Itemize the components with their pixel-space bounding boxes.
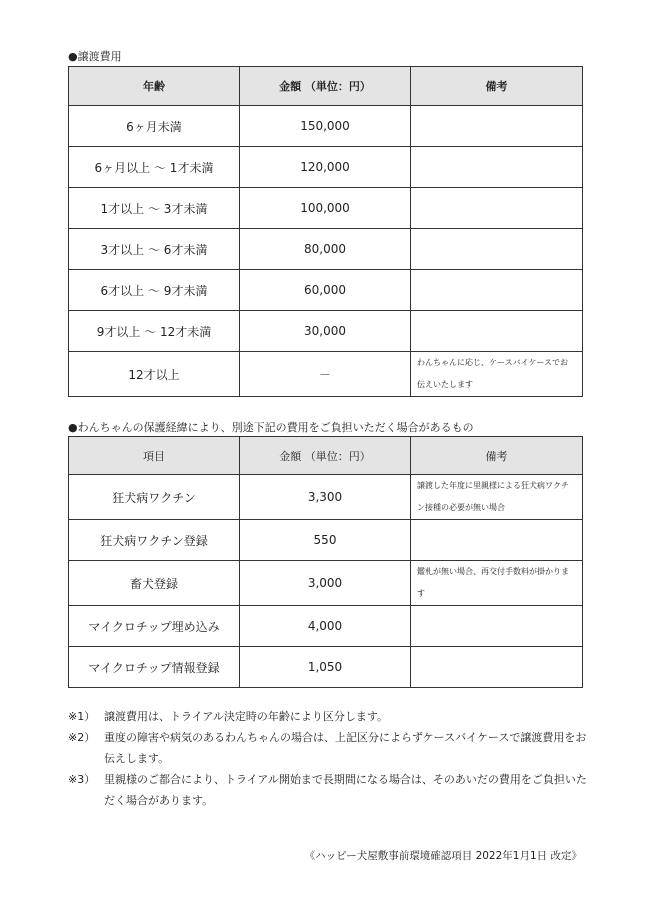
header-amount: 金額 （単位：円） bbox=[240, 437, 411, 475]
table-row bbox=[69, 311, 583, 352]
age-cell: 6ヶ月以上 ～ 1才未満 bbox=[69, 147, 240, 188]
age-cell: 6才以上 ～ 9才未満 bbox=[69, 270, 240, 311]
table-row bbox=[69, 147, 583, 188]
remarks-cell: 鑑札が無い場合、再交付手数料が掛かります bbox=[411, 561, 583, 606]
header-age: 年齢 bbox=[69, 67, 240, 106]
footnote-text: 里親様のご都合により、トライアル開始まで長期間になる場合は、そのあいだの費用をご負担いただく場合があります。 bbox=[104, 773, 587, 807]
amount-cell: 120,000 bbox=[240, 147, 411, 188]
remarks-cell bbox=[411, 188, 583, 229]
age-cell: 1才以上 ～ 3才未満 bbox=[69, 188, 240, 229]
age-cell: 3才以上 ～ 6才未満 bbox=[69, 229, 240, 270]
remarks-cell bbox=[411, 106, 583, 147]
table-row bbox=[69, 561, 583, 606]
item-cell: 狂犬病ワクチン登録 bbox=[69, 520, 240, 561]
table-row bbox=[69, 229, 583, 270]
footnote-mark: ※1） bbox=[68, 710, 96, 723]
amount-cell: 60,000 bbox=[240, 270, 411, 311]
table-header-row bbox=[69, 67, 583, 106]
header-remarks: 備考 bbox=[411, 67, 583, 106]
remarks-cell bbox=[411, 311, 583, 352]
table-row bbox=[69, 520, 583, 561]
remarks-cell bbox=[411, 647, 583, 688]
remarks-cell bbox=[411, 147, 583, 188]
age-cell: 6ヶ月未満 bbox=[69, 106, 240, 147]
footnote-mark: ※2） bbox=[68, 731, 96, 744]
document-revision-footer: 《ハッピー犬屋敷事前環境確認項目 2022年1月1日 改定》 bbox=[304, 850, 582, 862]
amount-cell: 1,050 bbox=[240, 647, 411, 688]
table-row bbox=[69, 270, 583, 311]
remarks-cell bbox=[411, 229, 583, 270]
age-cell: 12才以上 bbox=[69, 352, 240, 397]
footnote-text: 譲渡費用は、トライアル決定時の年齢により区分します。 bbox=[104, 710, 389, 723]
item-cell: 狂犬病ワクチン bbox=[69, 475, 240, 520]
amount-cell: 4,000 bbox=[240, 606, 411, 647]
footnote bbox=[68, 727, 588, 769]
amount-cell: 3,300 bbox=[240, 475, 411, 520]
section-title-transfer-fees: ●譲渡費用 bbox=[68, 50, 122, 63]
age-cell: 9才以上 ～ 12才未満 bbox=[69, 311, 240, 352]
additional-fee-table bbox=[68, 436, 583, 688]
remarks-cell bbox=[411, 520, 583, 561]
amount-cell: 100,000 bbox=[240, 188, 411, 229]
transfer-fee-table bbox=[68, 66, 583, 397]
item-cell: 畜犬登録 bbox=[69, 561, 240, 606]
table-row bbox=[69, 475, 583, 520]
amount-cell: － bbox=[240, 352, 411, 397]
footnote bbox=[68, 769, 588, 811]
footnote bbox=[68, 706, 588, 727]
table-row bbox=[69, 647, 583, 688]
footnote-text: 重度の障害や病気のあるわんちゃんの場合は、上記区分によらずケースバイケースで譲渡費用をお伝えします。 bbox=[104, 731, 587, 765]
amount-cell: 80,000 bbox=[240, 229, 411, 270]
table-row bbox=[69, 352, 583, 397]
remarks-cell: わんちゃんに応じ、ケースバイケースでお伝えいたします bbox=[411, 352, 583, 397]
header-item: 項目 bbox=[69, 437, 240, 475]
header-amount: 金額 （単位：円） bbox=[240, 67, 411, 106]
table-row bbox=[69, 606, 583, 647]
footnotes bbox=[68, 706, 588, 811]
table-header-row bbox=[69, 437, 583, 475]
footnote-mark: ※3） bbox=[68, 773, 96, 786]
table-row bbox=[69, 188, 583, 229]
amount-cell: 150,000 bbox=[240, 106, 411, 147]
item-cell: マイクロチップ埋め込み bbox=[69, 606, 240, 647]
remarks-cell bbox=[411, 606, 583, 647]
section-title-additional-fees: ●わんちゃんの保護経緯により、別途下記の費用をご負担いただく場合があるもの bbox=[68, 421, 474, 434]
remarks-cell bbox=[411, 270, 583, 311]
amount-cell: 3,000 bbox=[240, 561, 411, 606]
header-remarks: 備考 bbox=[411, 437, 583, 475]
table-row bbox=[69, 106, 583, 147]
amount-cell: 550 bbox=[240, 520, 411, 561]
amount-cell: 30,000 bbox=[240, 311, 411, 352]
remarks-cell: 譲渡した年度に里親様による狂犬病ワクチン接種の必要が無い場合 bbox=[411, 475, 583, 520]
item-cell: マイクロチップ情報登録 bbox=[69, 647, 240, 688]
